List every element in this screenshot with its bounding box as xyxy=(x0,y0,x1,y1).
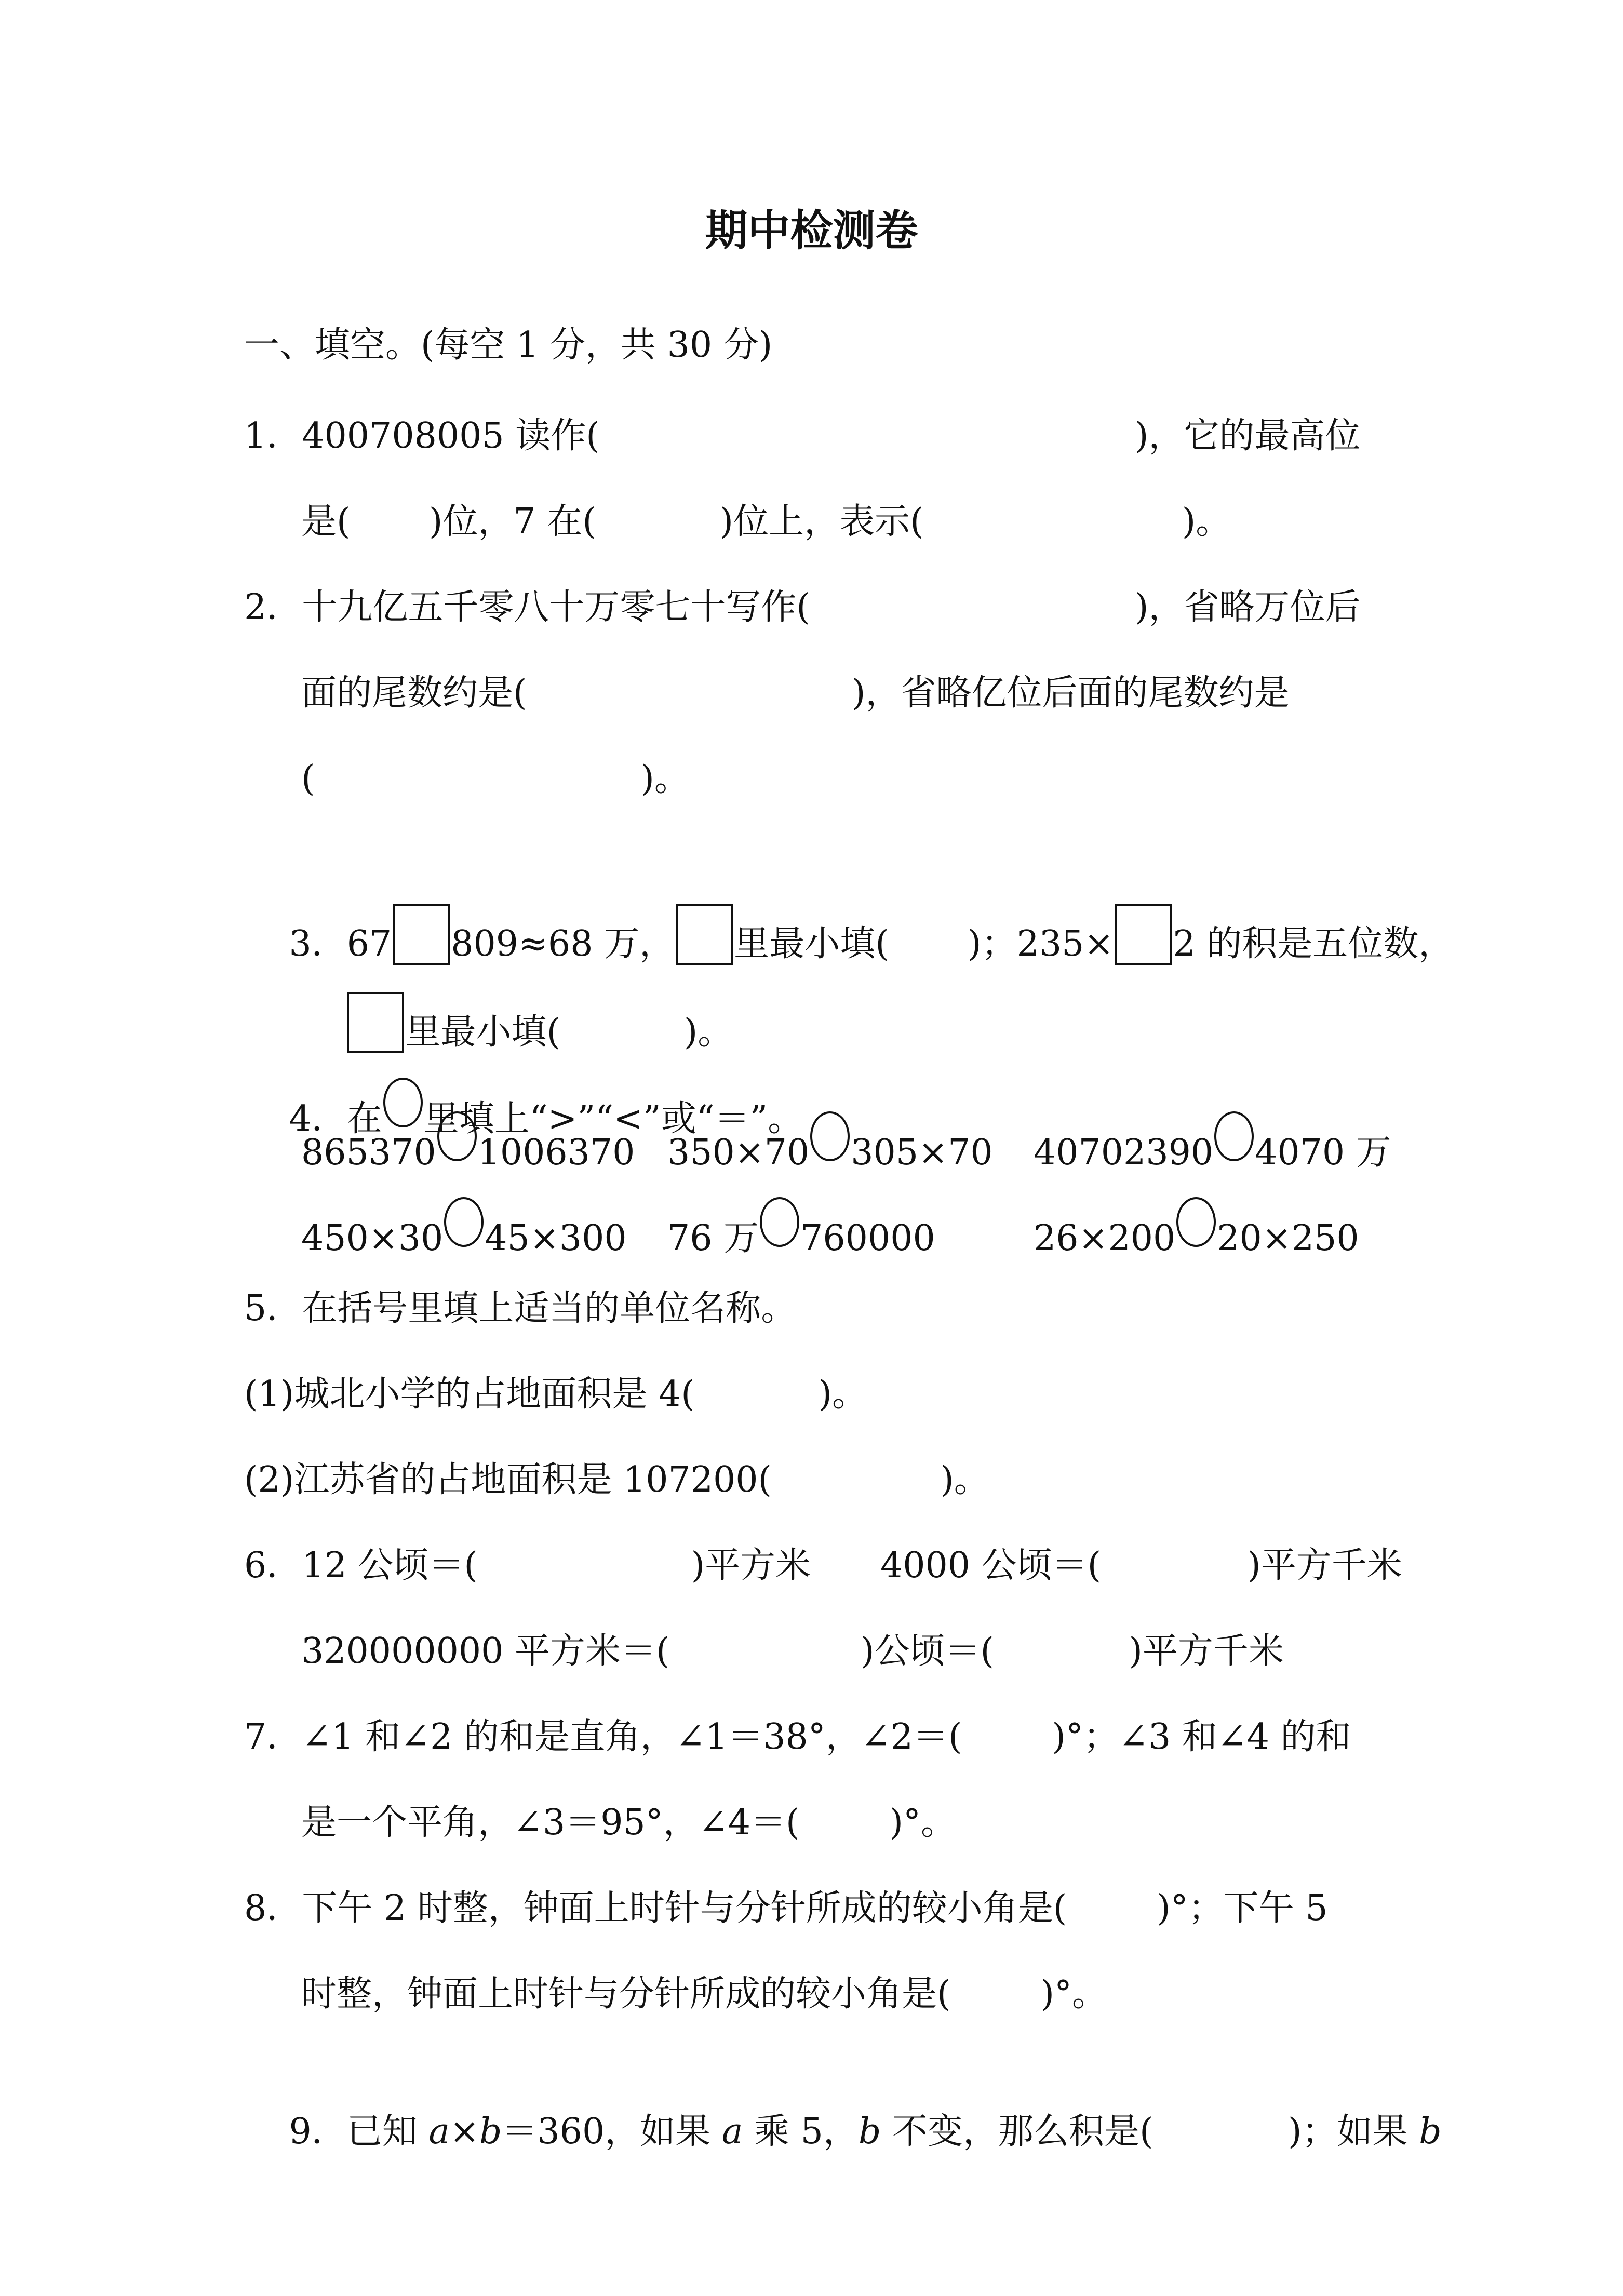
compare-circle[interactable] xyxy=(810,1111,850,1161)
compare-left: 40702390 xyxy=(1034,1132,1214,1173)
compare-item xyxy=(667,1111,993,1179)
q9-text: ＝360，如果 xyxy=(502,2111,722,2152)
q7-line2: 是一个平角，∠3＝95°，∠4＝( )°。 xyxy=(301,1802,956,1843)
q3-text-3: 里最小填( )；235× xyxy=(734,923,1114,964)
q4-text-2: 里填上“>”“<”或“＝”。 xyxy=(423,1098,803,1139)
q3-text-4: 2 的积是五位数， xyxy=(1173,923,1454,964)
compare-item xyxy=(1034,1197,1359,1265)
compare-right: 45×300 xyxy=(485,1218,627,1259)
q5-stem: 5．在括号里填上适当的单位名称。 xyxy=(244,1288,797,1329)
q6-line2: 320000000 平方米＝( )公顷＝( )平方千米 xyxy=(301,1631,1284,1672)
q9-line1 xyxy=(244,2054,1442,2210)
variable-a: a xyxy=(721,2111,743,2152)
compare-item xyxy=(667,1197,935,1265)
q1-line1-left: 1．400708005 读作( xyxy=(244,415,600,456)
compare-left: 26×200 xyxy=(1034,1218,1176,1259)
q9-text: 不变，那么积是( )；如果 xyxy=(881,2111,1419,2152)
q4-text-1: 4．在 xyxy=(289,1098,382,1139)
compare-left: 350×70 xyxy=(667,1132,810,1173)
q7-line1: 7．∠1 和∠2 的和是直角，∠1＝38°，∠2＝( )°；∠3 和∠4 的和 xyxy=(244,1716,1351,1757)
compare-circle[interactable] xyxy=(444,1197,484,1247)
q6-line1-left: 6．12 公顷＝( )平方米 xyxy=(244,1545,811,1586)
q6-line1-right: 4000 公顷＝( )平方千米 xyxy=(880,1545,1402,1586)
variable-a: a xyxy=(428,2111,450,2152)
q8-line1: 8．下午 2 时整，钟面上时针与分针所成的较小角是( )°；下午 5 xyxy=(244,1888,1328,1929)
q8-line2: 时整，钟面上时针与分针所成的较小角是( )°。 xyxy=(301,1973,1107,2015)
compare-left: 450×30 xyxy=(301,1218,444,1259)
q2-line1-right: )，省略万位后 xyxy=(1135,587,1361,628)
compare-circle[interactable] xyxy=(760,1197,799,1247)
q3-text-2: 809≈68 万， xyxy=(451,923,675,964)
compare-right: 305×70 xyxy=(851,1132,993,1173)
q9-text: 9．已知 xyxy=(289,2111,429,2152)
q5-sub1: (1)城北小学的占地面积是 4( )。 xyxy=(244,1374,868,1415)
compare-item xyxy=(301,1111,635,1179)
answer-box[interactable] xyxy=(1115,904,1172,965)
compare-left: 76 万 xyxy=(667,1218,759,1259)
q2-line2-right: )，省略亿位后面的尾数约是 xyxy=(852,673,1290,714)
q9-text: × xyxy=(449,2111,479,2152)
section-heading: 一、填空。(每空 1 分，共 30 分) xyxy=(244,325,773,366)
q3-text-5: 里最小填( )。 xyxy=(405,1012,733,1053)
q3-text-1: 3．67 xyxy=(289,923,392,964)
q1-line2: 是( )位，7 在( )位上，表示( )。 xyxy=(301,501,1231,542)
page-title: 期中检测卷 xyxy=(705,206,918,256)
compare-circle[interactable] xyxy=(1176,1197,1216,1247)
q2-line2-left: 面的尾数约是( xyxy=(301,673,527,714)
variable-b: b xyxy=(1419,2111,1442,2152)
variable-b: b xyxy=(479,2111,502,2152)
compare-circle[interactable] xyxy=(1214,1111,1254,1161)
compare-left: 865370 xyxy=(301,1132,436,1173)
q5-sub2: (2)江苏省的占地面积是 107200( )。 xyxy=(244,1459,989,1500)
compare-right: 760000 xyxy=(800,1218,935,1259)
compare-circle[interactable] xyxy=(437,1111,477,1161)
compare-right: 20×250 xyxy=(1217,1218,1359,1259)
q9-text: 乘 5， xyxy=(743,2111,859,2152)
compare-item xyxy=(301,1197,627,1265)
variable-b: b xyxy=(858,2111,881,2152)
compare-item xyxy=(1034,1111,1391,1179)
compare-right: 1006370 xyxy=(477,1132,635,1173)
compare-right: 4070 万 xyxy=(1255,1132,1391,1173)
q2-line3: ( )。 xyxy=(301,758,690,799)
q1-line1-right: )，它的最高位 xyxy=(1135,415,1361,456)
q2-line1-left: 2．十九亿五千零八十万零七十写作( xyxy=(244,587,810,628)
